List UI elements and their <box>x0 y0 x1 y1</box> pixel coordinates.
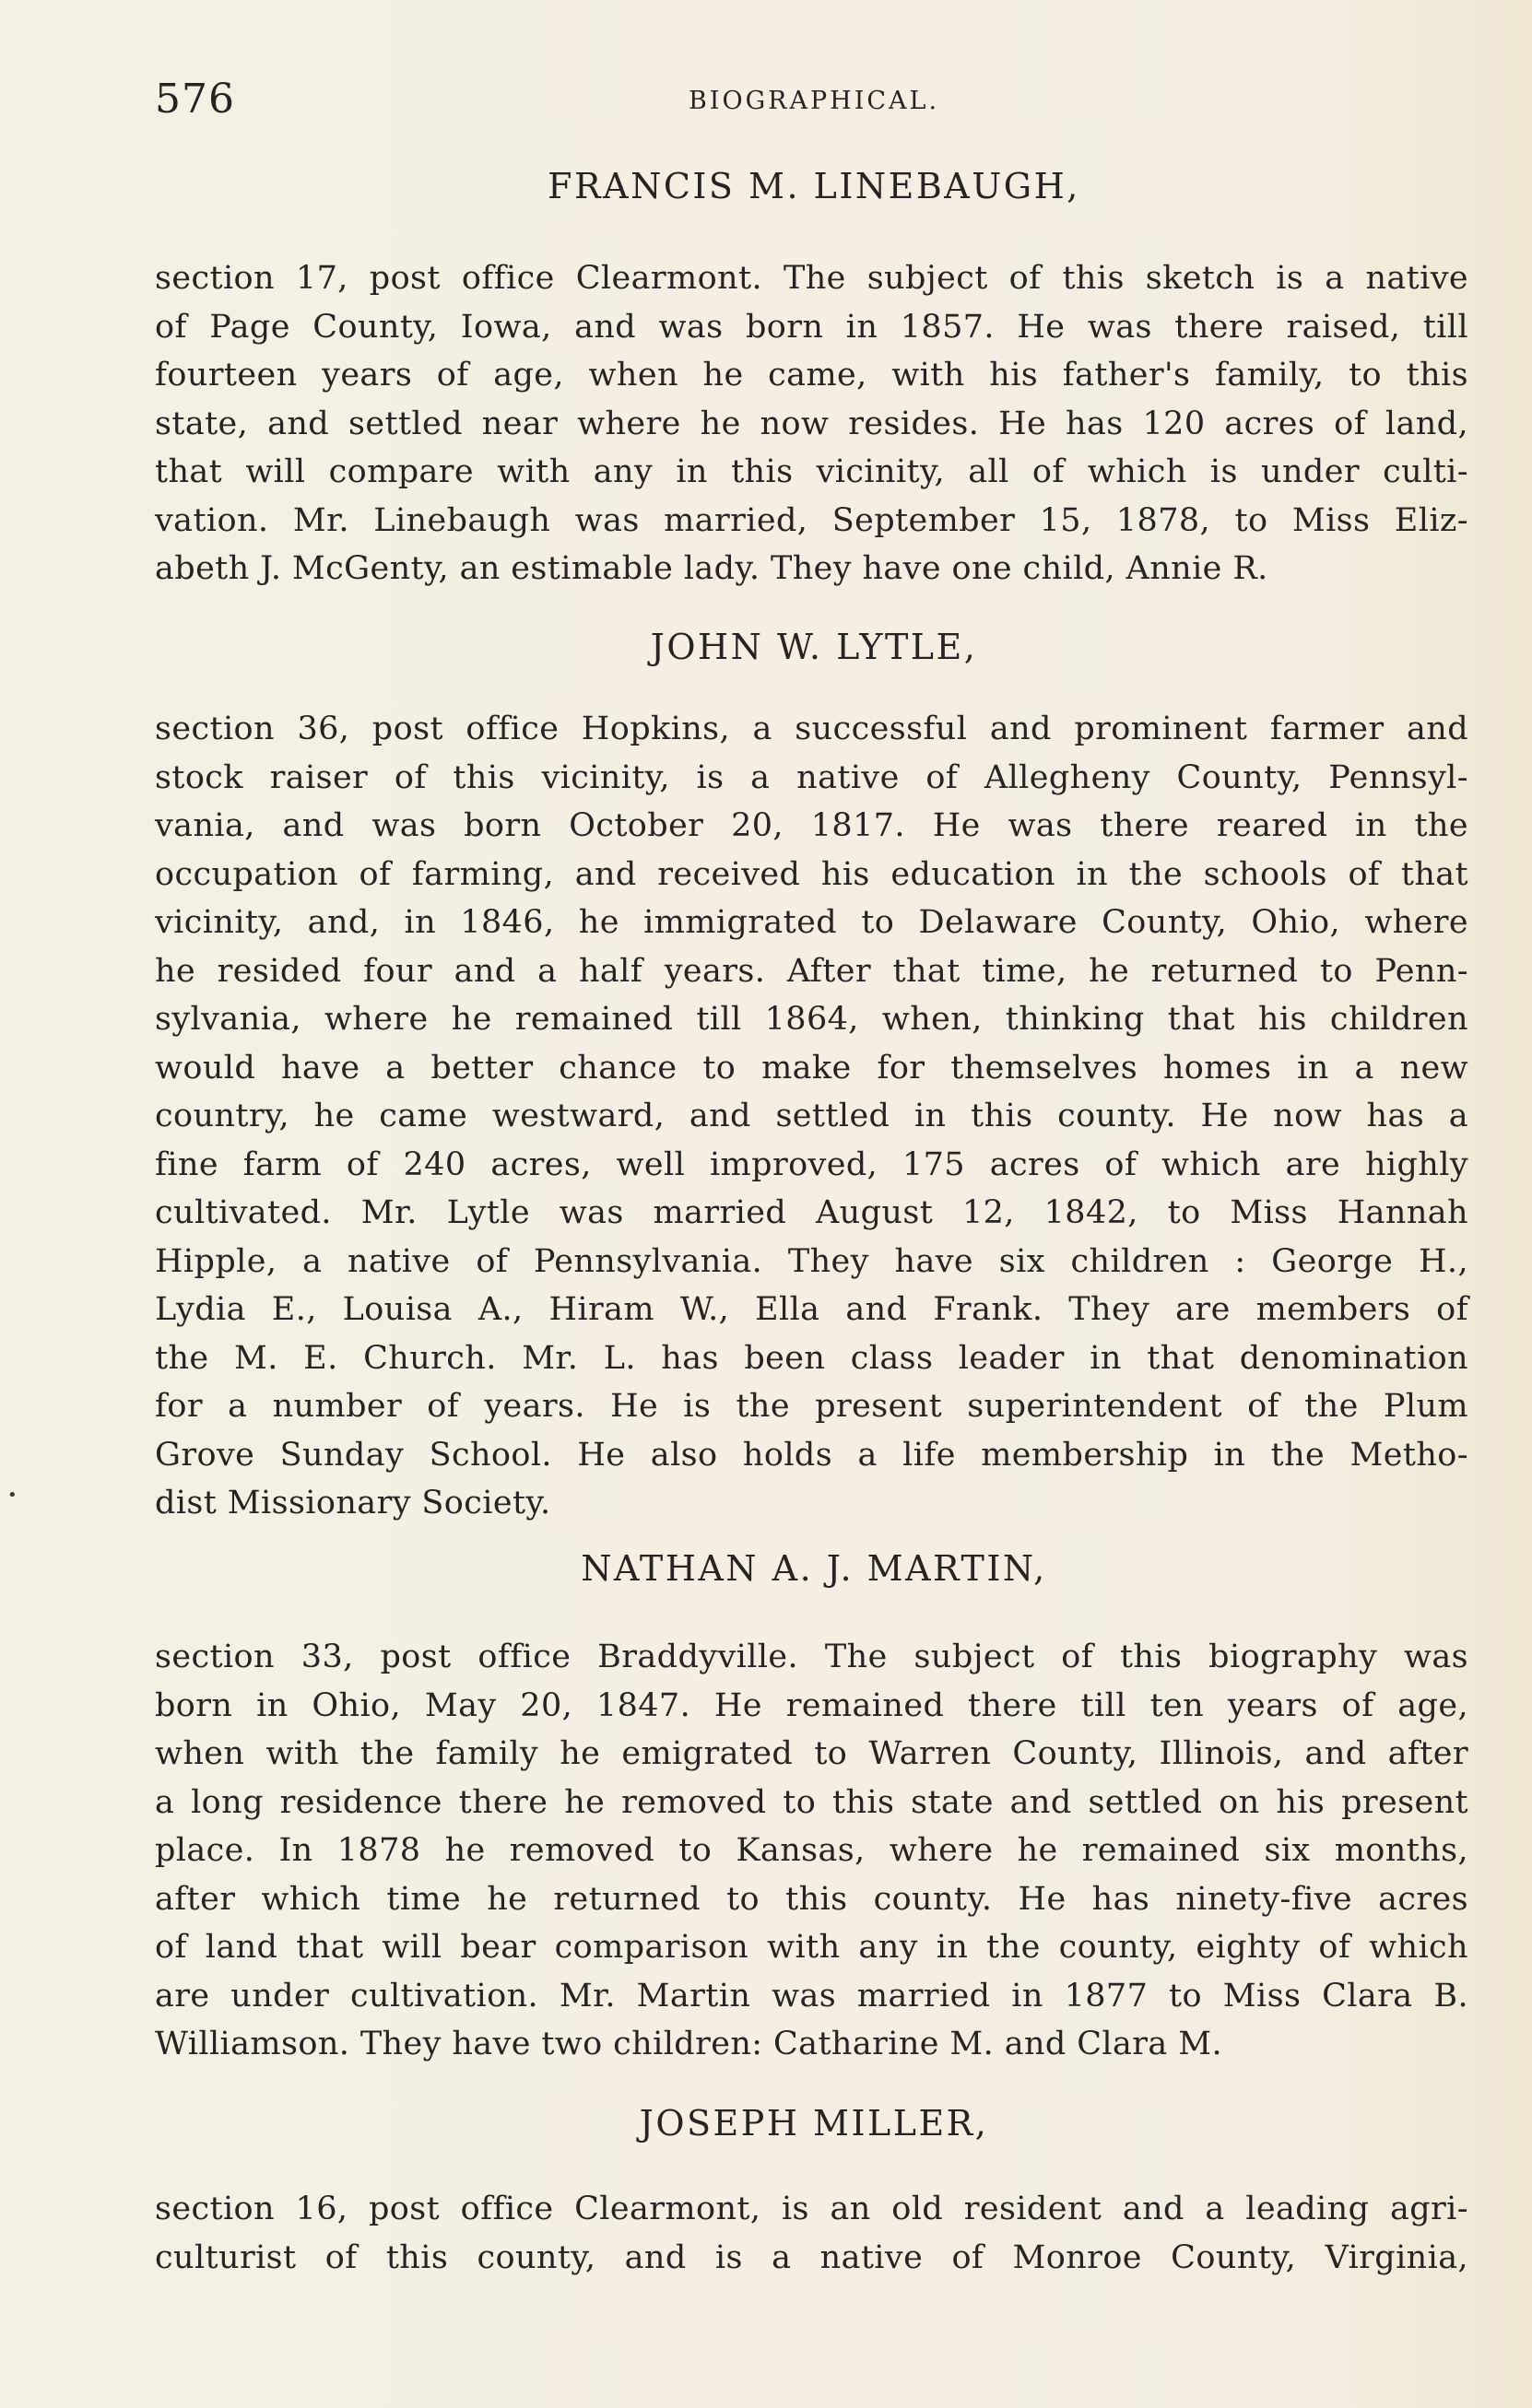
text-line: cultivated. Mr. Lytle was married August 12, 1842, to Miss Hannah <box>155 1194 1468 1231</box>
text-line: fourteen years of age, when he came, with his father's family, to this <box>155 357 1468 394</box>
text-line: occupation of farming, and received his education in the schools of that <box>155 855 1468 893</box>
entry-heading-lytle: JOHN W. LYTLE, <box>650 627 978 667</box>
text-line: Williamson. They have two children: Catharine M. and Clara M. <box>155 2026 1222 2062</box>
text-line: culturist of this county, and is a native of Monroe County, Virginia, <box>155 2238 1468 2276</box>
text-line: vania, and was born October 20, 1817. He was there reared in the <box>155 807 1468 844</box>
text-line: section 16, post office Clearmont, is an old resident and a leading agri- <box>155 2191 1468 2227</box>
text-line: Hipple, a native of Pennsylvania. They have six children : George H., <box>155 1242 1468 1280</box>
running-title: BIOGRAPHICAL. <box>688 87 940 115</box>
text-line: fine farm of 240 acres, well improved, 175 acres of which are highly <box>155 1145 1468 1183</box>
page-number: 576 <box>155 76 235 123</box>
text-line: Lydia E., Louisa A., Hiram W., Ella and Frank. They are members of <box>155 1291 1468 1328</box>
text-line: country, he came westward, and settled in this county. He now has a <box>155 1098 1468 1134</box>
running-head <box>155 76 1473 131</box>
text-line: for a number of years. He is the present superintendent of the Plum <box>155 1388 1468 1425</box>
text-line: when with the family he emigrated to Warren County, Illinois, and after <box>155 1735 1468 1772</box>
text-line: a long residence there he removed to this state and settled on his present <box>155 1783 1468 1821</box>
text-line: born in Ohio, May 20, 1847. He remained there till ten years of age, <box>155 1686 1468 1724</box>
text-line: of land that will bear comparison with any in the county, eighty of which <box>155 1929 1468 1966</box>
text-line: section 36, post office Hopkins, a successful and prominent farmer and <box>155 711 1468 747</box>
text-line: would have a better chance to make for themselves homes in a new <box>155 1049 1468 1087</box>
text-line: vicinity, and, in 1846, he immigrated to Delaware County, Ohio, where <box>155 904 1468 941</box>
margin-mark: • <box>7 1486 18 1505</box>
entry-body-miller <box>155 2185 1468 2282</box>
entry-heading-miller: JOSEPH MILLER, <box>639 2103 989 2144</box>
text-line: after which time he returned to this county. He has ninety-five acres <box>155 1880 1468 1918</box>
text-line: sylvania, where he remained till 1864, when, thinking that his children <box>155 1001 1468 1038</box>
text-line: he resided four and a half years. After that time, he returned to Penn- <box>155 952 1468 990</box>
text-line: abeth J. McGenty, an estimable lady. They have one child, Annie R. <box>155 550 1268 587</box>
entry-body-martin <box>155 1633 1468 2069</box>
entry-body-lytle <box>155 705 1468 1528</box>
text-line: are under cultivation. Mr. Martin was married in 1877 to Miss Clara B. <box>155 1977 1468 2014</box>
text-line: stock raiser of this vicinity, is a native of Allegheny County, Pennsyl- <box>155 758 1468 796</box>
text-line: of Page County, Iowa, and was born in 1857. He was there raised, till <box>155 308 1468 346</box>
text-line: vation. Mr. Linebaugh was married, September 15, 1878, to Miss Eliz- <box>155 501 1468 539</box>
text-line: state, and settled near where he now resides. He has 120 acres of land, <box>155 405 1468 442</box>
text-line: dist Missionary Society. <box>155 1485 551 1521</box>
text-line: place. In 1878 he removed to Kansas, where he remained six months, <box>155 1832 1468 1869</box>
entry-heading-martin: NATHAN A. J. MARTIN, <box>581 1548 1047 1589</box>
entry-body-linebaugh <box>155 254 1468 593</box>
text-line: the M. E. Church. Mr. L. has been class leader in that denomination <box>155 1339 1468 1377</box>
text-line: that will compare with any in this vicinity, all of which is under culti- <box>155 453 1468 490</box>
text-line: Grove Sunday School. He also holds a life membership in the Metho- <box>155 1436 1468 1474</box>
entry-heading-linebaugh: FRANCIS M. LINEBAUGH, <box>548 166 1080 206</box>
text-line: section 33, post office Braddyville. The subject of this biography was <box>155 1639 1468 1675</box>
text-line: section 17, post office Clearmont. The subject of this sketch is a native <box>155 260 1468 297</box>
